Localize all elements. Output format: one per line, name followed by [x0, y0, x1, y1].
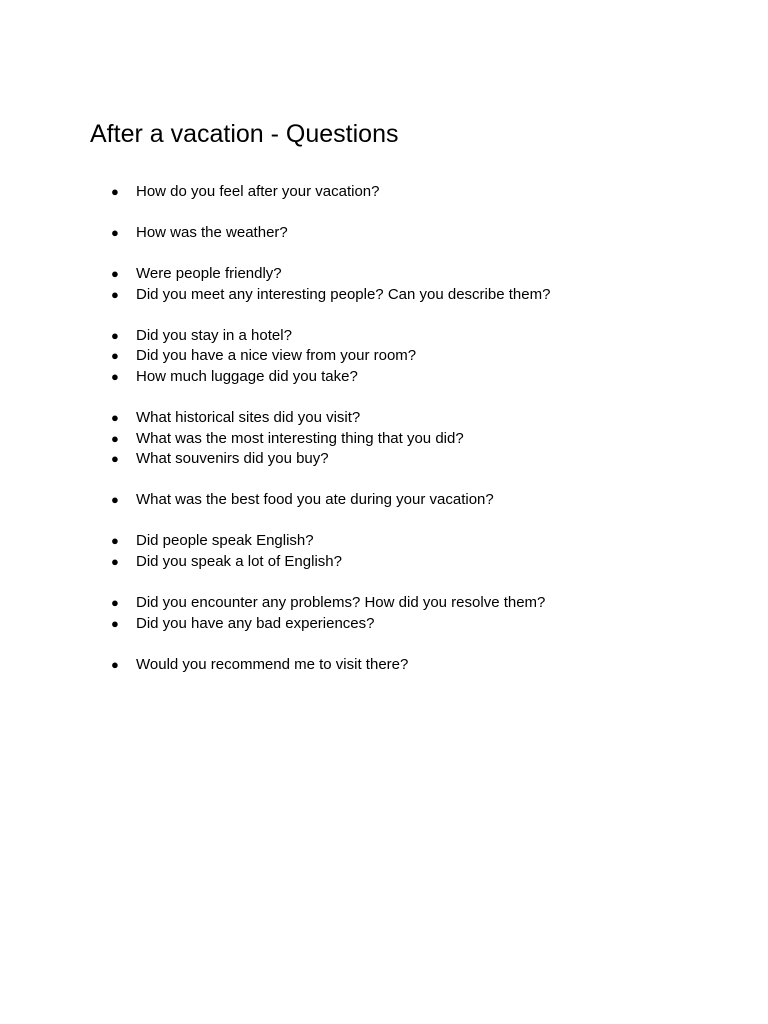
question-text: What was the best food you ate during your vacation?: [136, 491, 494, 509]
question-text: Did you meet any interesting people? Can you describe them?: [136, 285, 551, 303]
question-group: [0, 223, 768, 244]
question-item: [0, 408, 768, 429]
bullet-icon: ●: [111, 410, 119, 425]
bullet-icon: ●: [111, 265, 119, 281]
question-text: Did you stay in a hotel?: [136, 326, 292, 344]
question-item: [0, 223, 768, 244]
question-text: What souvenirs did you buy?: [136, 450, 329, 468]
question-text: How much luggage did you take?: [136, 368, 358, 386]
question-item: [0, 552, 768, 573]
question-item: [0, 367, 768, 388]
bullet-icon: ●: [111, 492, 119, 508]
question-item: [0, 655, 768, 676]
bullet-icon: ●: [111, 554, 119, 570]
bullet-icon: ●: [111, 348, 119, 364]
bullet-icon: ●: [111, 656, 119, 672]
question-item: [0, 490, 768, 511]
question-item: [0, 264, 768, 285]
question-group: [0, 655, 768, 676]
question-text: What was the most interesting thing that you did?: [136, 429, 464, 447]
question-text: Did you speak a lot of English?: [136, 553, 342, 571]
question-item: [0, 285, 768, 306]
bullet-icon: ●: [111, 327, 119, 343]
bullet-icon: ●: [111, 184, 119, 199]
bullet-icon: ●: [111, 595, 119, 611]
question-text: Were people friendly?: [136, 264, 282, 282]
bullet-icon: ●: [111, 451, 119, 467]
question-text: Did people speak English?: [136, 532, 314, 550]
question-group: [0, 490, 768, 511]
question-text: How do you feel after your vacation?: [136, 183, 380, 200]
bullet-icon: ●: [111, 369, 119, 385]
bullet-icon: ●: [111, 286, 119, 302]
question-text: Did you have any bad experiences?: [136, 614, 375, 632]
document-title: After a vacation - Questions: [90, 120, 399, 148]
question-item: [0, 449, 768, 470]
question-item: [0, 593, 768, 614]
question-text: Did you have a nice view from your room?: [136, 347, 417, 365]
question-group: [0, 182, 768, 203]
question-group: [0, 531, 768, 572]
bullet-icon: ●: [111, 533, 119, 549]
question-list: [0, 182, 768, 696]
question-text: How was the weather?: [136, 223, 288, 241]
question-text: Did you encounter any problems? How did you resolve them?: [136, 594, 546, 612]
question-text: What historical sites did you visit?: [136, 409, 361, 426]
question-group: [0, 408, 768, 470]
question-group: [0, 264, 768, 305]
question-group: [0, 593, 768, 634]
bullet-icon: ●: [111, 224, 119, 240]
question-item: [0, 346, 768, 367]
question-item: [0, 429, 768, 450]
bullet-icon: ●: [111, 615, 119, 631]
question-item: [0, 326, 768, 347]
question-item: [0, 182, 768, 203]
bullet-icon: ●: [111, 430, 119, 446]
question-group: [0, 326, 768, 388]
question-item: [0, 531, 768, 552]
question-item: [0, 614, 768, 635]
question-text: Would you recommend me to visit there?: [136, 655, 409, 673]
